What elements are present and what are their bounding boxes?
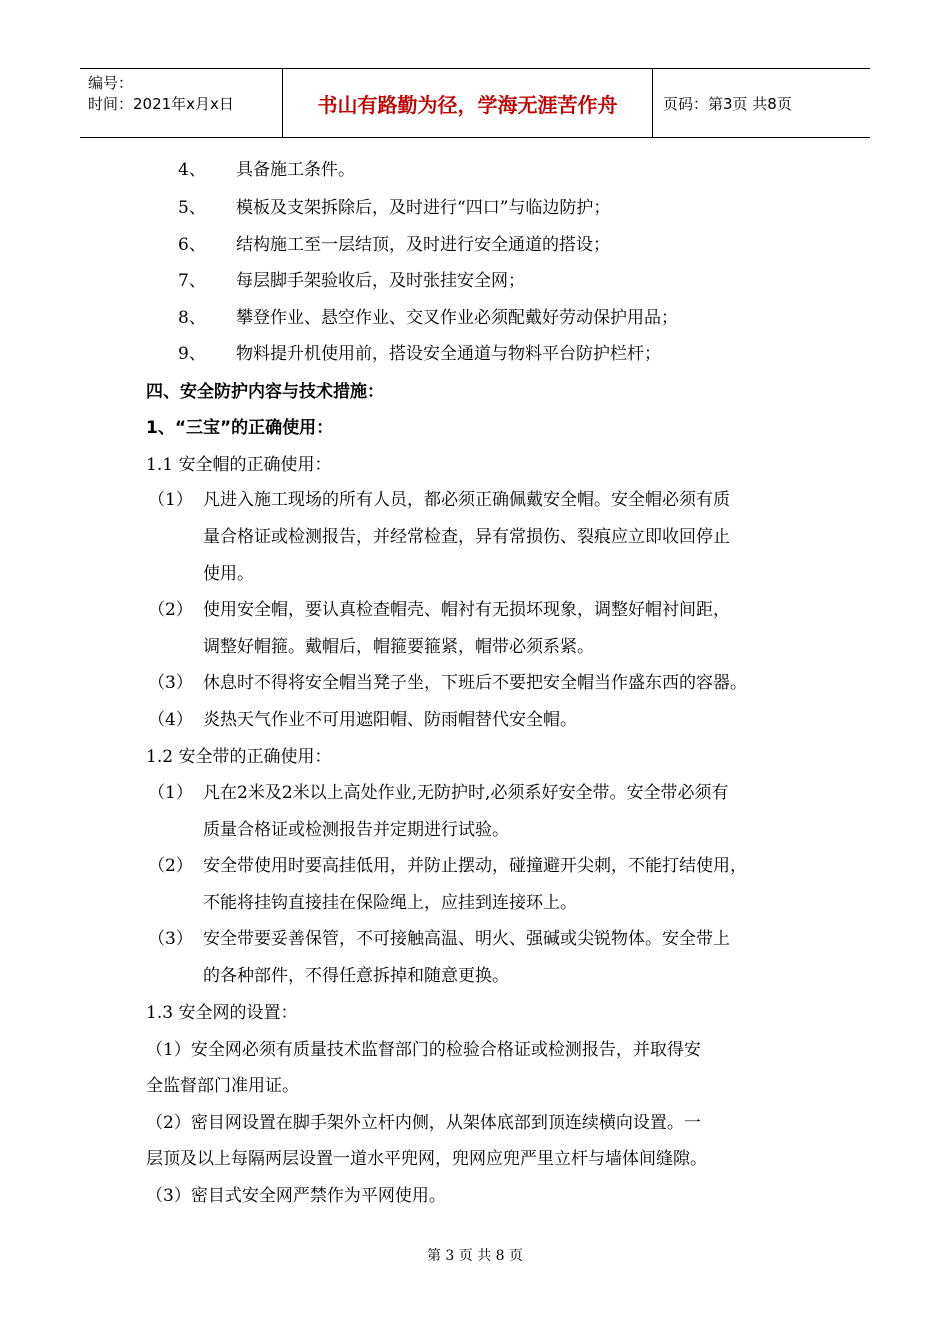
header-motto: 书山有路勤为径，学海无涯苦作舟: [282, 69, 653, 137]
belt-title: 1.2 安全带的正确使用：: [146, 747, 332, 767]
paragraph-line: （1）安全网必须有质量技术监督部门的检验合格证或检测报告，并取得安: [146, 1040, 701, 1060]
helmet-title: 1.1 安全帽的正确使用：: [146, 455, 332, 475]
net-title: 1.3 安全网的设置：: [146, 1003, 298, 1023]
page-footer: 第 3 页 共 8 页: [426, 1248, 524, 1264]
paragraph-line: 层顶及以上每隔两层设置一道水平兜网，兜网应兜严里立杆与墙体间缝隙。: [146, 1149, 707, 1169]
paragraph-line: 全监督部门准用证。: [146, 1076, 299, 1096]
subsection-title: 1、“三宝”的正确使用：: [146, 418, 334, 438]
list-item-continuation: 量合格证或检测报告，并经常检查，异有常损伤、裂痕应立即收回停止: [203, 527, 730, 547]
list-item-continuation: 质量合格证或检测报告并定期进行试验。: [203, 820, 509, 840]
list-item-continuation: 的各种部件，不得任意拆掉和随意更换。: [203, 966, 509, 986]
list-item-continuation: 调整好帽箍。戴帽后，帽箍要箍紧，帽带必须系紧。: [203, 637, 594, 657]
section-title: 四、安全防护内容与技术措施：: [146, 382, 384, 402]
page-header: [80, 68, 870, 138]
paragraph-line: （2）密目网设置在脚手架外立杆内侧，从架体底部到顶连续横向设置。一: [146, 1113, 701, 1133]
header-meta: [80, 69, 282, 137]
header-page-info: 页码：第3页 共8页: [663, 94, 792, 113]
paragraph-line: （3）密目式安全网严禁作为平网使用。: [146, 1186, 446, 1206]
date-label: 时间：2021年x月x日: [88, 95, 234, 113]
serial-label: 编号：: [88, 74, 134, 92]
list-item-continuation: 不能将挂钩直接挂在保险绳上，应挂到连接环上。: [203, 893, 577, 913]
list-item-continuation: 使用。: [203, 564, 254, 584]
